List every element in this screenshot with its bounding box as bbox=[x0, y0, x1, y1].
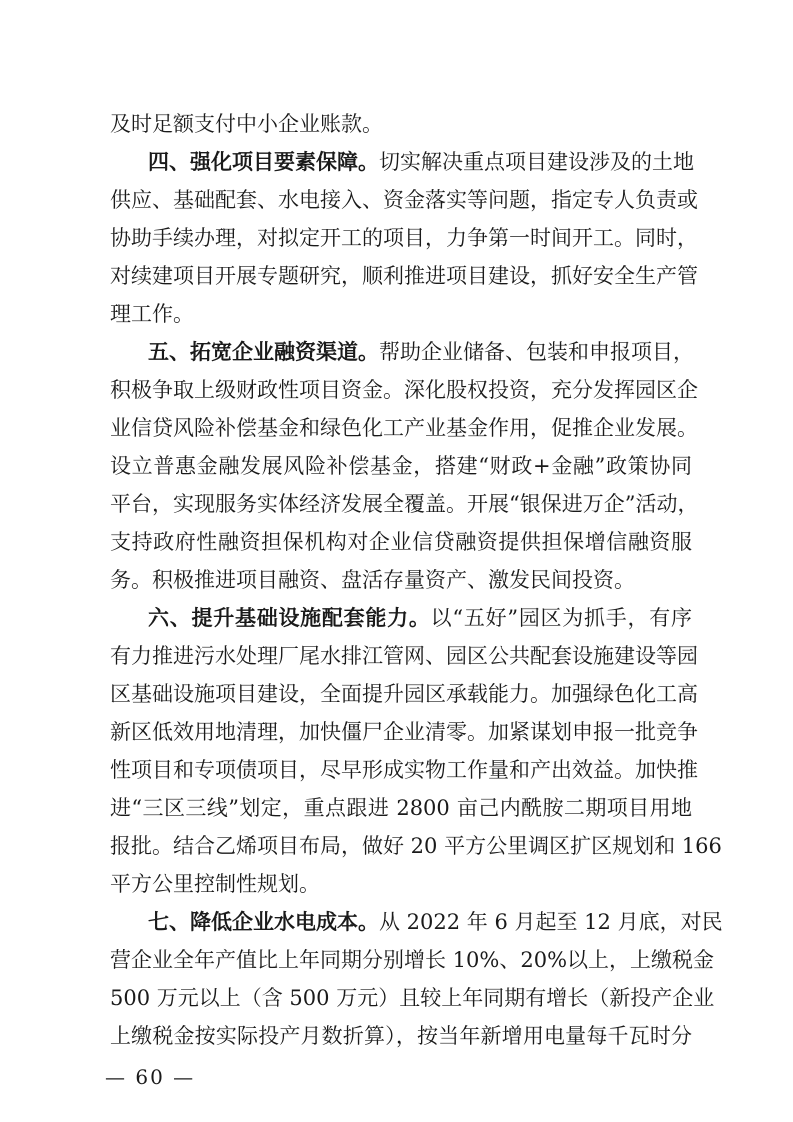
paragraph-line: 营企业全年产值比上年同期分别增长 10%、20%以上，上缴税金 bbox=[110, 948, 715, 972]
section-7-first-line: 七、降低企业水电成本。从 2022 年 6 月起至 12 月底，对民 bbox=[148, 910, 723, 934]
paragraph-line: 性项目和专项债项目，尽早形成实物工作量和产出效益。加快推 bbox=[110, 758, 698, 782]
section-6-first-line: 六、提升基础设施配套能力。以“五好”园区为抓手，有序 bbox=[148, 606, 692, 630]
paragraph-line: 进“三区三线”划定，重点跟进 2800 亩己内酰胺二期项目用地 bbox=[110, 796, 692, 820]
paragraph-line: 支持政府性融资担保机构对企业信贷融资提供担保增信融资服 bbox=[110, 530, 692, 554]
paragraph-line: 平方公里控制性规划。 bbox=[110, 872, 320, 896]
section-4-first-line: 四、强化项目要素保障。切实解决重点项目建设涉及的土地 bbox=[148, 150, 694, 174]
section-heading: 四、强化项目要素保障。 bbox=[148, 150, 379, 174]
section-heading: 七、降低企业水电成本。 bbox=[148, 910, 379, 934]
paragraph-line: 有力推进污水处理厂尾水排江管网、园区公共配套设施建设等园 bbox=[110, 644, 698, 668]
paragraph-line: 积极争取上级财政性项目资金。深化股权投资，充分发挥园区企 bbox=[110, 378, 698, 402]
paragraph-line: 平台，实现服务实体经济发展全覆盖。开展“银保进万企”活动， bbox=[110, 492, 699, 516]
paragraph-line: 区基础设施项目建设，全面提升园区承载能力。加强绿色化工高 bbox=[110, 682, 698, 706]
section-heading: 六、提升基础设施配套能力。 bbox=[148, 606, 431, 630]
paragraph-line: 新区低效用地清理，加快僵尸企业清零。加紧谋划申报一批竞争 bbox=[110, 720, 698, 744]
paragraph-line: 设立普惠金融发展风险补偿基金，搭建“财政+金融”政策协同 bbox=[110, 454, 692, 478]
paragraph-line: 理工作。 bbox=[110, 302, 194, 326]
paragraph-line: 供应、基础配套、水电接入、资金落实等问题，指定专人负责或 bbox=[110, 188, 698, 212]
paragraph-line: 务。积极推进项目融资、盘活存量资产、激发民间投资。 bbox=[110, 568, 635, 592]
paragraph-line: 对续建项目开展专题研究，顺利推进项目建设，抓好安全生产管 bbox=[110, 264, 698, 288]
paragraph-line: 报批。结合乙烯项目布局，做好 20 平方公里调区扩区规划和 166 bbox=[110, 834, 722, 858]
paragraph-line: 500 万元以上（含 500 万元）且较上年同期有增长（新投产企业 bbox=[110, 986, 715, 1010]
paragraph-line: 上缴税金按实际投产月数折算），按当年新增用电量每千瓦时分 bbox=[110, 1024, 692, 1048]
paragraph-line: 业信贷风险补偿基金和绿色化工产业基金作用，促推企业发展。 bbox=[110, 416, 698, 440]
section-heading: 五、拓宽企业融资渠道。 bbox=[148, 340, 379, 364]
section-5-first-line: 五、拓宽企业融资渠道。帮助企业储备、包装和申报项目， bbox=[148, 340, 694, 364]
paragraph-line: 及时足额支付中小企业账款。 bbox=[110, 112, 383, 136]
paragraph-line: 协助手续办理，对拟定开工的项目，力争第一时间开工。同时， bbox=[110, 226, 698, 250]
page-number: — 60 — bbox=[105, 1065, 196, 1089]
